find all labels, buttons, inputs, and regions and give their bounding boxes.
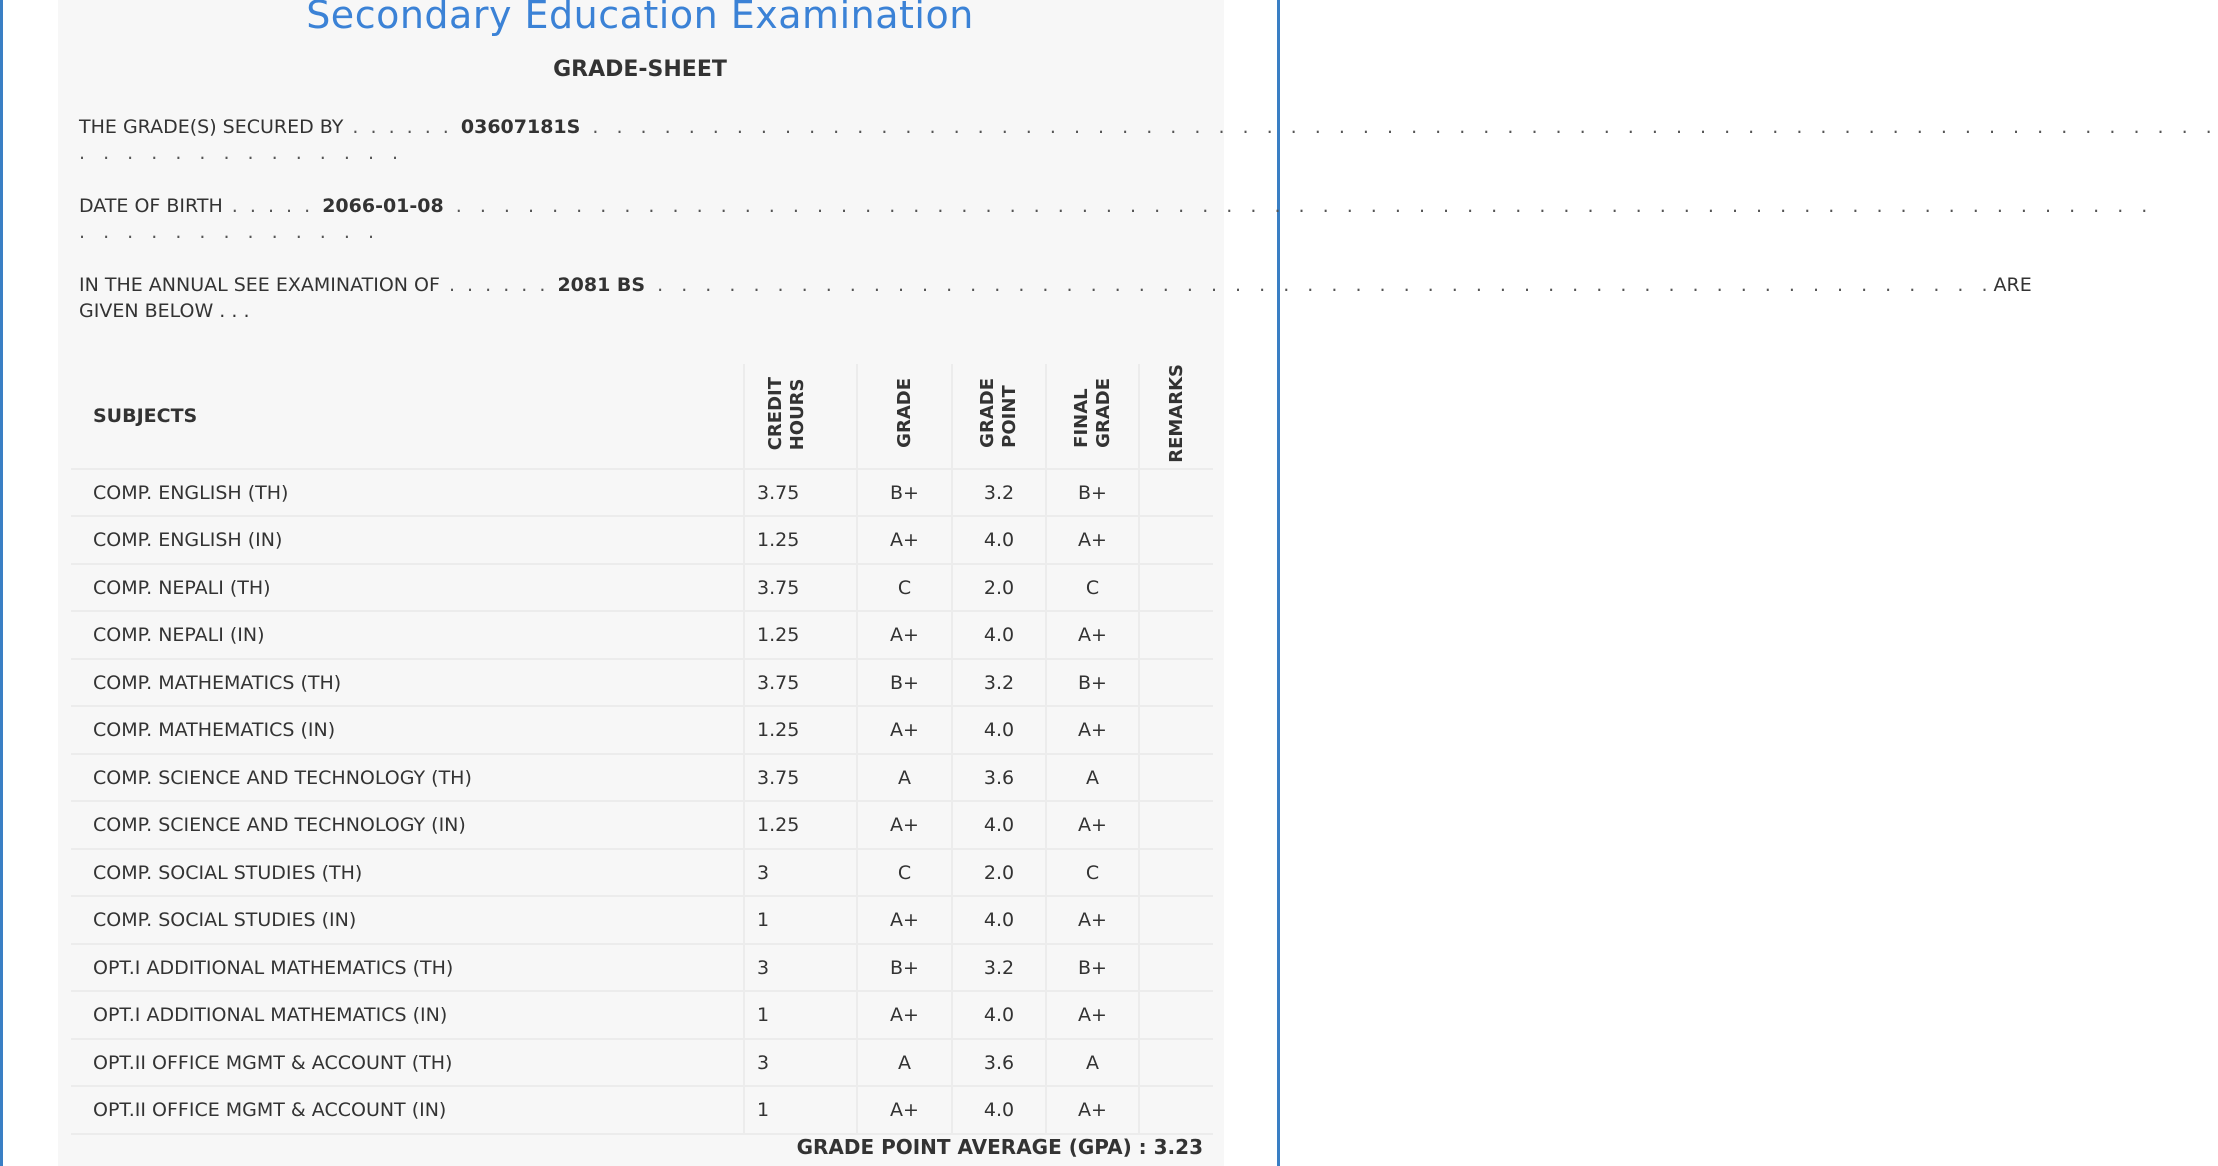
header-credit-hours: CREDIT HOURS xyxy=(744,364,857,469)
grade-cell: B+ xyxy=(857,659,952,707)
final-grade-cell: B+ xyxy=(1046,944,1139,992)
credit-hours-cell: 3 xyxy=(744,849,857,897)
grade-point-cell: 4.0 xyxy=(952,896,1046,944)
final-grade-cell: A+ xyxy=(1046,706,1139,754)
grade-cell: A+ xyxy=(857,896,952,944)
subject-cell: OPT.I ADDITIONAL MATHEMATICS (IN) xyxy=(71,991,744,1039)
grade-point-cell: 4.0 xyxy=(952,801,1046,849)
remarks-cell xyxy=(1139,706,1213,754)
credit-hours-cell: 1.25 xyxy=(744,611,857,659)
final-grade-cell: C xyxy=(1046,849,1139,897)
date-of-birth: 2066-01-08 xyxy=(322,195,444,217)
credit-hours-cell: 3.75 xyxy=(744,564,857,612)
subject-cell: OPT.II OFFICE MGMT & ACCOUNT (IN) xyxy=(71,1086,744,1134)
remarks-cell xyxy=(1139,469,1213,517)
header-remarks: REMARKS xyxy=(1139,364,1213,469)
credit-hours-cell: 3.75 xyxy=(744,754,857,802)
grade-cell: A xyxy=(857,754,952,802)
grade-point-cell: 4.0 xyxy=(952,1086,1046,1134)
table-row xyxy=(71,564,1213,612)
grade-cell: A xyxy=(857,1039,952,1087)
grade-point-cell: 4.0 xyxy=(952,706,1046,754)
credit-hours-cell: 1 xyxy=(744,1086,857,1134)
table-header-row xyxy=(71,364,1213,469)
exam-label: IN THE ANNUAL SEE EXAMINATION OF xyxy=(79,274,440,296)
grade-point-cell: 3.6 xyxy=(952,754,1046,802)
grade-cell: B+ xyxy=(857,469,952,517)
grade-point-cell: 4.0 xyxy=(952,611,1046,659)
grade-cell: A+ xyxy=(857,1086,952,1134)
table-row xyxy=(71,469,1213,517)
grade-point-cell: 3.2 xyxy=(952,944,1046,992)
credit-hours-cell: 1.25 xyxy=(744,801,857,849)
dob-label: DATE OF BIRTH xyxy=(79,195,223,217)
grade-cell: A+ xyxy=(857,991,952,1039)
remarks-cell xyxy=(1139,1039,1213,1087)
grade-cell: A+ xyxy=(857,611,952,659)
header-subjects: SUBJECTS xyxy=(71,364,744,469)
grade-cell: C xyxy=(857,564,952,612)
final-grade-cell: A+ xyxy=(1046,611,1139,659)
grade-cell: C xyxy=(857,849,952,897)
grades-table xyxy=(71,364,1213,1135)
subject-cell: COMP. SOCIAL STUDIES (IN) xyxy=(71,896,744,944)
table-row xyxy=(71,896,1213,944)
subject-cell: COMP. NEPALI (IN) xyxy=(71,611,744,659)
grade-point-cell: 3.2 xyxy=(952,469,1046,517)
grade-point-cell: 4.0 xyxy=(952,516,1046,564)
credit-hours-cell: 1.25 xyxy=(744,516,857,564)
remarks-cell xyxy=(1139,896,1213,944)
page-title: Secondary Education Examination xyxy=(306,0,974,37)
header-grade-point: GRADE POINT xyxy=(952,364,1046,469)
gpa-value: 3.23 xyxy=(1153,1135,1203,1159)
final-grade-cell: A+ xyxy=(1046,801,1139,849)
credit-hours-cell: 1.25 xyxy=(744,706,857,754)
grade-point-cell: 2.0 xyxy=(952,564,1046,612)
table-row xyxy=(71,1039,1213,1087)
subject-cell: OPT.II OFFICE MGMT & ACCOUNT (TH) xyxy=(71,1039,744,1087)
remarks-cell xyxy=(1139,1086,1213,1134)
gpa-label: GRADE POINT AVERAGE (GPA) : xyxy=(796,1135,1147,1159)
subject-cell: COMP. SOCIAL STUDIES (TH) xyxy=(71,849,744,897)
remarks-cell xyxy=(1139,991,1213,1039)
final-grade-cell: A+ xyxy=(1046,991,1139,1039)
table-row xyxy=(71,659,1213,707)
subject-cell: COMP. SCIENCE AND TECHNOLOGY (TH) xyxy=(71,754,744,802)
grade-point-cell: 3.6 xyxy=(952,1039,1046,1087)
left-border xyxy=(0,0,3,1166)
table-row xyxy=(71,516,1213,564)
credit-hours-cell: 3 xyxy=(744,944,857,992)
grade-point-cell: 2.0 xyxy=(952,849,1046,897)
grade-sheet-heading: GRADE-SHEET xyxy=(553,57,727,82)
dob-line: DATE OF BIRTH . . . . . 2066-01-08 . . . . . . . . . . . . . . . . . . . . . . . . . . . . . . . . . . . . . . . . . . . . . . . . . . . . . . . . . . . . . . . . . . . . . . . . . . . . . . . . . . . . xyxy=(79,195,2154,243)
remarks-cell xyxy=(1139,944,1213,992)
final-grade-cell: B+ xyxy=(1046,469,1139,517)
table-row xyxy=(71,801,1213,849)
given-below-text: GIVEN BELOW . . . xyxy=(79,300,250,322)
subject-cell: COMP. NEPALI (TH) xyxy=(71,564,744,612)
secured-by-line: THE GRADE(S) SECURED BY . . . . . . 03607181S . . . . . . . . . . . . . . . . . . . . . . . . . . . . . . . . . . . . . . . . . . . . . . . . . . . . . . . . . . . . . . . . . . . . . . . . . . . . . . . . . . xyxy=(79,116,2218,164)
are-text: ARE xyxy=(1993,274,2032,296)
subject-cell: COMP. MATHEMATICS (IN) xyxy=(71,706,744,754)
table-row xyxy=(71,611,1213,659)
grade-cell: A+ xyxy=(857,801,952,849)
credit-hours-cell: 3 xyxy=(744,1039,857,1087)
subject-cell: COMP. ENGLISH (TH) xyxy=(71,469,744,517)
grade-cell: B+ xyxy=(857,944,952,992)
grade-cell: A+ xyxy=(857,706,952,754)
table-row xyxy=(71,706,1213,754)
header-grade: GRADE xyxy=(857,364,952,469)
remarks-cell xyxy=(1139,659,1213,707)
table-row xyxy=(71,991,1213,1039)
final-grade-cell: C xyxy=(1046,564,1139,612)
final-grade-cell: A xyxy=(1046,754,1139,802)
table-row xyxy=(71,754,1213,802)
remarks-cell xyxy=(1139,754,1213,802)
table-row xyxy=(71,944,1213,992)
credit-hours-cell: 1 xyxy=(744,991,857,1039)
exam-line: IN THE ANNUAL SEE EXAMINATION OF . . . . . . 2081 BS . . . . . . . . . . . . . . . . . . . . . . . . . . . . . . . . . . . . . . . . . . . . . . . . . . . . . . . . ARE GIVEN BELOW . . . xyxy=(79,274,2032,322)
credit-hours-cell: 1 xyxy=(744,896,857,944)
final-grade-cell: A+ xyxy=(1046,516,1139,564)
remarks-cell xyxy=(1139,516,1213,564)
credit-hours-cell: 3.75 xyxy=(744,659,857,707)
table-row xyxy=(71,1086,1213,1134)
subject-cell: COMP. ENGLISH (IN) xyxy=(71,516,744,564)
grade-point-cell: 4.0 xyxy=(952,991,1046,1039)
final-grade-cell: A+ xyxy=(1046,896,1139,944)
remarks-cell xyxy=(1139,564,1213,612)
symbol-number: 03607181S xyxy=(460,116,581,138)
remarks-cell xyxy=(1139,611,1213,659)
grade-point-cell: 3.2 xyxy=(952,659,1046,707)
remarks-cell xyxy=(1139,801,1213,849)
exam-year: 2081 BS xyxy=(557,274,646,296)
grade-cell: A+ xyxy=(857,516,952,564)
right-border xyxy=(1277,0,1280,1166)
credit-hours-cell: 3.75 xyxy=(744,469,857,517)
table-row xyxy=(71,849,1213,897)
header-final-grade: FINAL GRADE xyxy=(1046,364,1139,469)
subject-cell: OPT.I ADDITIONAL MATHEMATICS (TH) xyxy=(71,944,744,992)
subject-cell: COMP. MATHEMATICS (TH) xyxy=(71,659,744,707)
final-grade-cell: A xyxy=(1046,1039,1139,1087)
final-grade-cell: A+ xyxy=(1046,1086,1139,1134)
gpa-summary xyxy=(0,1135,1203,1159)
remarks-cell xyxy=(1139,849,1213,897)
subject-cell: COMP. SCIENCE AND TECHNOLOGY (IN) xyxy=(71,801,744,849)
final-grade-cell: B+ xyxy=(1046,659,1139,707)
secured-by-label: THE GRADE(S) SECURED BY xyxy=(79,116,344,138)
